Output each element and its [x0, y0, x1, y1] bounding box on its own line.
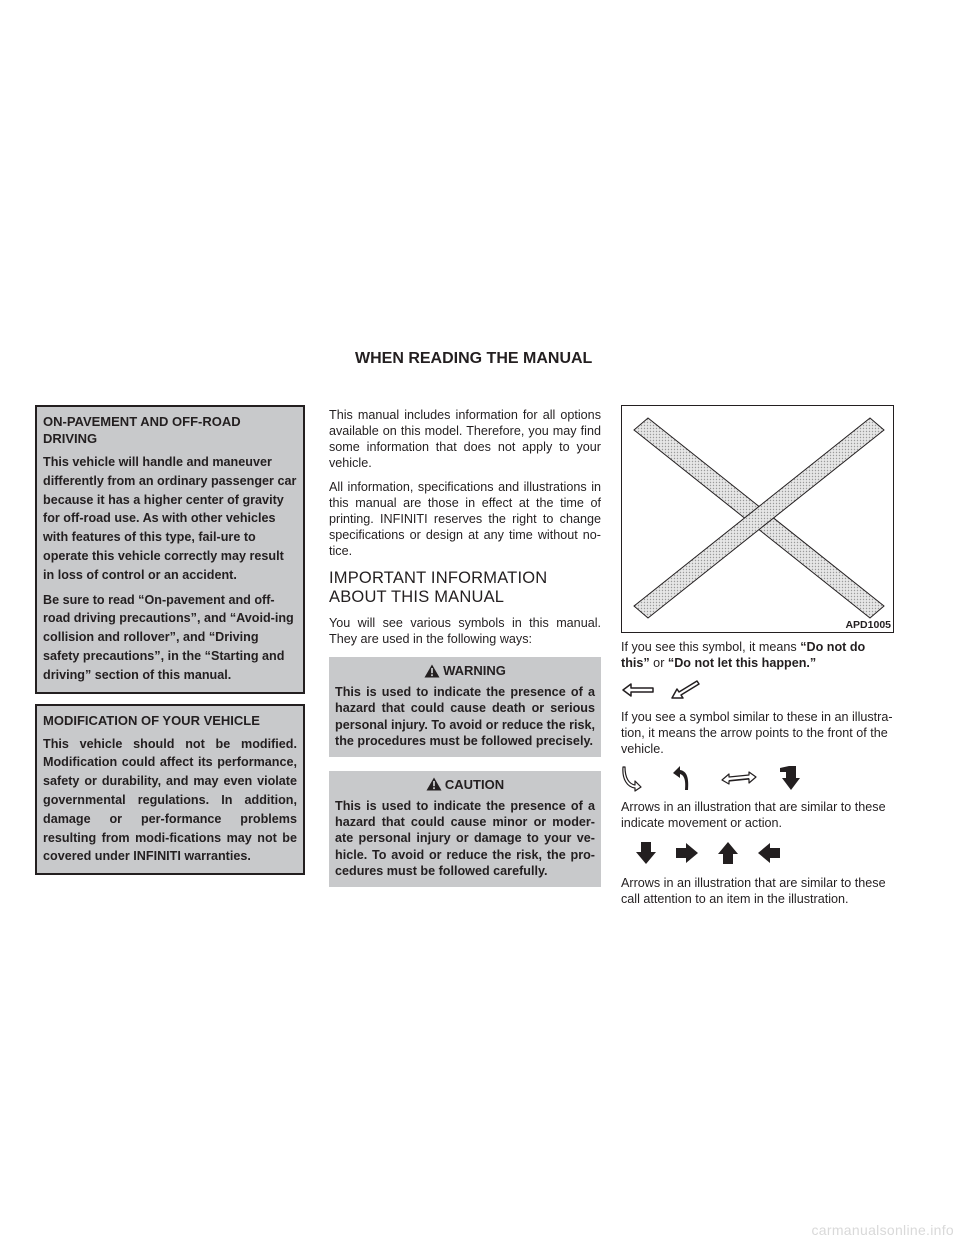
important-info-heading: IMPORTANT INFORMATION ABOUT THIS MANUAL	[329, 569, 548, 606]
modification-box-title: MODIFICATION OF YOUR VEHICLE	[43, 712, 260, 728]
large-x-icon	[622, 406, 895, 634]
warning-header	[335, 663, 595, 678]
watermark: carmanualsonline.info	[811, 1222, 954, 1238]
do-not-symbol-text-prefix: If you see this symbol, it means	[621, 640, 801, 654]
offroad-box-title: ON-PAVEMENT AND OFF-ROAD DRIVING	[43, 414, 241, 446]
caution-label: CAUTION	[444, 776, 505, 792]
do-not-symbol-text-or: or	[649, 656, 668, 670]
attention-up-arrow-icon	[717, 841, 739, 865]
warning-text: This is used to indicate the presence of a hazard that could cause death or serious personal injury. To avoid or reduce the risk, the procedures must be followed precisely.	[335, 685, 595, 749]
do-not-let-happen-emphasis: “Do not let this happen.”	[667, 656, 817, 670]
offroad-driving-box	[35, 405, 305, 694]
bent-down-arrow-icon	[777, 764, 801, 792]
right-column	[621, 405, 894, 909]
warning-box	[329, 657, 601, 757]
curved-rotation-arrow-icon	[671, 764, 693, 792]
modification-box	[35, 704, 305, 876]
warning-label: WARNING	[443, 663, 506, 678]
left-column	[35, 405, 305, 885]
attention-text: Arrows in an illustration that are similar to these call attention to an item in the illustration.	[621, 876, 886, 906]
warning-triangle-icon	[424, 664, 440, 678]
figure-code: APD1005	[845, 619, 891, 631]
front-arrow-text: If you see a symbol similar to these in an illustra-tion, it means the arrow points to the front of the vehicle.	[621, 710, 893, 756]
offroad-box-paragraph-2: Be sure to read “On-pavement and off-road driving precautions”, and “Avoid-ing collision and rollover”, and “Driving safety precautions”, in the “Starting and driving” section of this manual.	[43, 592, 294, 682]
attention-right-arrow-icon	[675, 842, 699, 864]
attention-arrow-symbols	[635, 835, 894, 871]
options-paragraph: This manual includes information for all options available on this model. Therefore, you may find some information that does not apply to your vehicle.	[329, 408, 601, 470]
double-headed-arrow-icon	[721, 768, 757, 788]
caution-box	[329, 771, 601, 887]
middle-column	[329, 405, 601, 901]
caution-text: This is used to indicate the presence of a hazard that could cause minor or moder-ate personal injury or damage to your ve-hicle. To avoid or reduce the risk, the pro-cedures must be followed carefully.	[335, 798, 595, 879]
do-not-symbol-text	[621, 639, 894, 671]
attention-down-arrow-icon	[635, 841, 657, 865]
offroad-box-paragraph-1: This vehicle will handle and maneuver differently from an ordinary passenger car because it has a higher center of gravity for off-road use. As with other vehicles with features of this type, fail-ure to operate this vehicle correctly may result in loss of control or an accident.	[43, 455, 297, 582]
do-not-do-this-emphasis: “Do not do this”	[621, 640, 866, 670]
symbols-intro-paragraph: You will see various symbols in this manual. They are used in the following ways:	[329, 616, 601, 646]
front-arrow-symbols	[621, 675, 894, 705]
caution-triangle-icon	[426, 777, 442, 791]
movement-arrow-symbols	[621, 761, 894, 795]
section-title: WHEN READING THE MANUAL	[355, 350, 593, 367]
front-arrow-diagonal-icon	[669, 678, 703, 702]
do-not-do-this-figure	[621, 405, 894, 633]
caution-header	[335, 777, 595, 792]
movement-text: Arrows in an illustration that are similar to these indicate movement or action.	[621, 800, 886, 830]
curved-movement-arrow-icon	[621, 764, 643, 792]
specifications-paragraph: All information, specifications and illustrations in this manual are those in effect at the time of printing. INFINITI reserves the right to change specifications or design at any time without no-tice.	[329, 480, 601, 558]
attention-left-arrow-icon	[757, 842, 781, 864]
modification-box-paragraph: This vehicle should not be modified. Modification could affect its performance, safety or durability, and may even violate governmental regulations. In addition, damage or per-formance problems resulting from modi-fications may not be covered under INFINITI warranties.	[43, 736, 297, 864]
front-arrow-left-icon	[621, 681, 655, 699]
